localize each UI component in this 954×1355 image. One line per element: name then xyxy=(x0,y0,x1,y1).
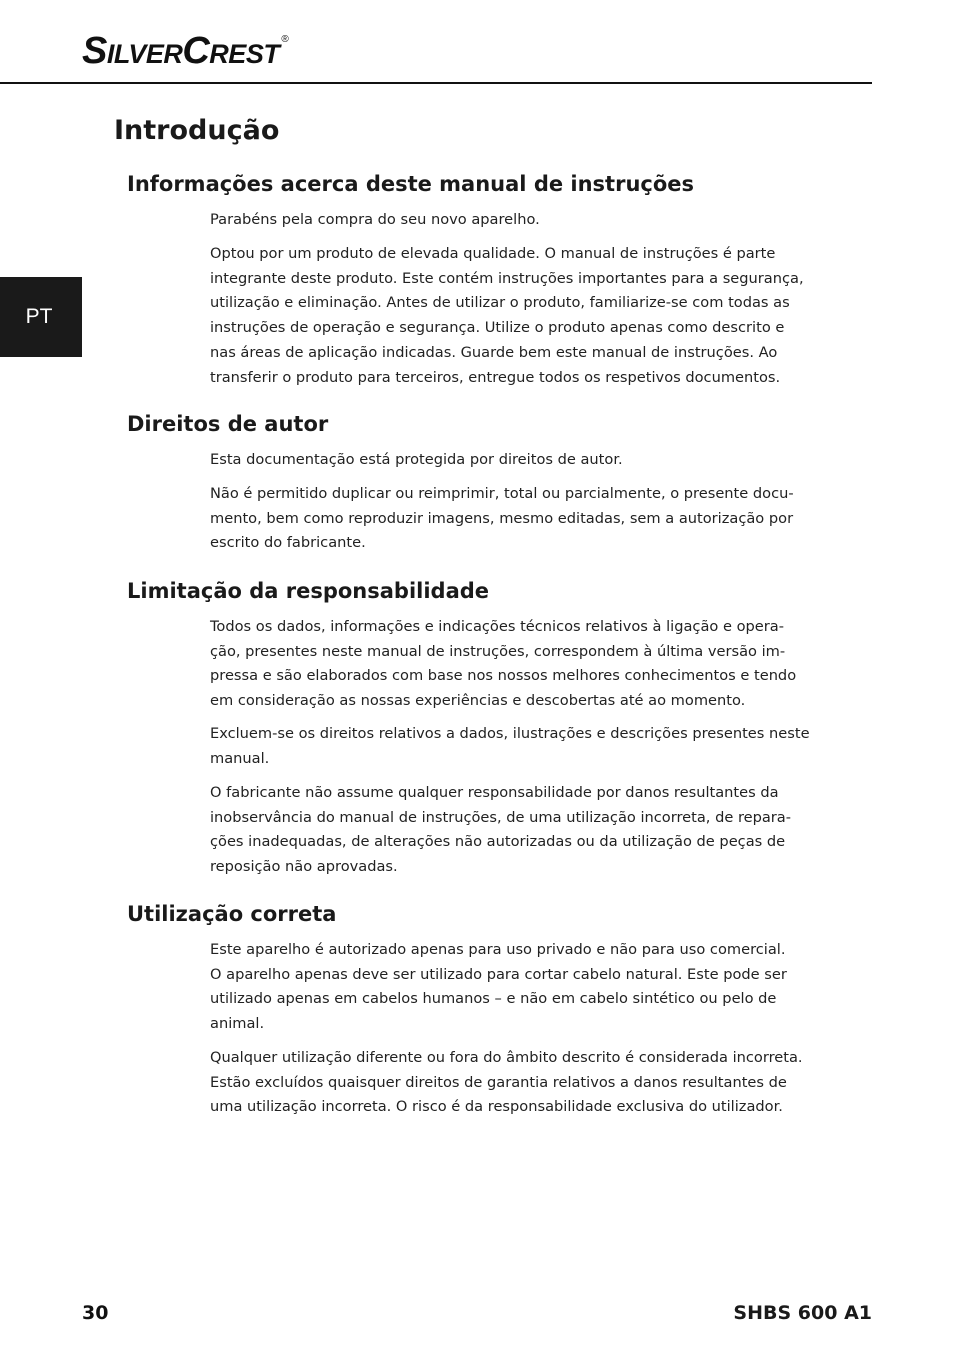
page-title: Introdução xyxy=(114,115,280,146)
text-line: em consideração as nossas experiências e descobertas até ao momento. xyxy=(210,692,746,710)
text-line: Parabéns pela compra do seu novo aparelho. xyxy=(210,211,540,228)
paragraph xyxy=(210,242,850,390)
text-line: instruções de operação e segurança. Utilize o produto apenas como descrito e xyxy=(210,319,785,337)
text-line: transferir o produto para terceiros, entregue todos os respetivos documentos. xyxy=(210,368,781,386)
text-line: O aparelho apenas deve ser utilizado para cortar cabelo natural. Este pode ser xyxy=(210,965,787,983)
paragraph xyxy=(210,448,850,473)
text-line: escrito do fabricante. xyxy=(210,534,366,552)
text-line: animal. xyxy=(210,1015,265,1033)
model-number: SHBS 600 A1 xyxy=(733,1302,872,1324)
paragraph xyxy=(210,722,850,771)
text-line: utilização e eliminação. Antes de utilizar o produto, familiarize-se com todas as xyxy=(210,294,790,312)
paragraph xyxy=(210,615,850,714)
page-number: 30 xyxy=(82,1302,109,1324)
section-heading-manual-info: Informações acerca deste manual de instruções xyxy=(127,172,695,196)
text-line: Optou por um produto de elevada qualidade. O manual de instruções é parte xyxy=(210,245,776,262)
text-line: O fabricante não assume qualquer responsabilidade por danos resultantes da xyxy=(210,784,779,801)
text-line: ções inadequadas, de alterações não autorizadas ou da utilização de peças de xyxy=(210,833,786,851)
section-heading-copyright: Direitos de autor xyxy=(127,412,329,436)
text-line: reposição não aprovadas. xyxy=(210,858,398,876)
text-line: Todos os dados, informações e indicações técnicos relativos à ligação e opera- xyxy=(210,618,784,635)
section-heading-liability: Limitação da responsabilidade xyxy=(127,579,490,603)
section-heading-intended-use: Utilização correta xyxy=(127,902,337,926)
paragraph xyxy=(210,482,850,556)
text-line: mento, bem como reproduzir imagens, mesmo editadas, sem a autorização por xyxy=(210,509,794,527)
paragraph xyxy=(210,1046,850,1120)
text-line: utilizado apenas em cabelos humanos – e não em cabelo sintético ou pelo de xyxy=(210,990,777,1008)
language-tab xyxy=(0,277,82,357)
language-tab-label: PT xyxy=(25,305,53,328)
brand-logo xyxy=(82,30,288,72)
text-line: Excluem-se os direitos relativos a dados, ilustrações e descrições presentes neste xyxy=(210,725,810,742)
text-line: Este aparelho é autorizado apenas para uso privado e não para uso comercial. xyxy=(210,941,786,958)
text-line: uma utilização incorreta. O risco é da responsabilidade exclusiva do utilizador. xyxy=(210,1098,783,1116)
header-divider xyxy=(0,82,872,84)
text-line: Não é permitido duplicar ou reimprimir, total ou parcialmente, o presente docu- xyxy=(210,485,794,502)
registered-mark: ® xyxy=(281,34,289,45)
text-line: inobservância do manual de instruções, de uma utilização incorreta, de repara- xyxy=(210,808,792,826)
brand-name: SilverCrest xyxy=(82,30,280,72)
paragraph xyxy=(210,781,850,880)
text-line: pressa e são elaborados com base nos nossos melhores conhecimentos e tendo xyxy=(210,667,797,685)
paragraph xyxy=(210,208,850,233)
text-line: manual. xyxy=(210,749,270,767)
text-line: Esta documentação está protegida por direitos de autor. xyxy=(210,451,623,468)
paragraph xyxy=(210,938,850,1037)
text-line: Qualquer utilização diferente ou fora do âmbito descrito é considerada incorreta. xyxy=(210,1049,803,1066)
text-line: Estão excluídos quaisquer direitos de garantia relativos a danos resultantes de xyxy=(210,1073,787,1091)
text-line: integrante deste produto. Este contém instruções importantes para a segurança, xyxy=(210,269,804,287)
text-line: nas áreas de aplicação indicadas. Guarde bem este manual de instruções. Ao xyxy=(210,343,778,361)
text-line: ção, presentes neste manual de instruções, correspondem à última versão im- xyxy=(210,642,786,660)
